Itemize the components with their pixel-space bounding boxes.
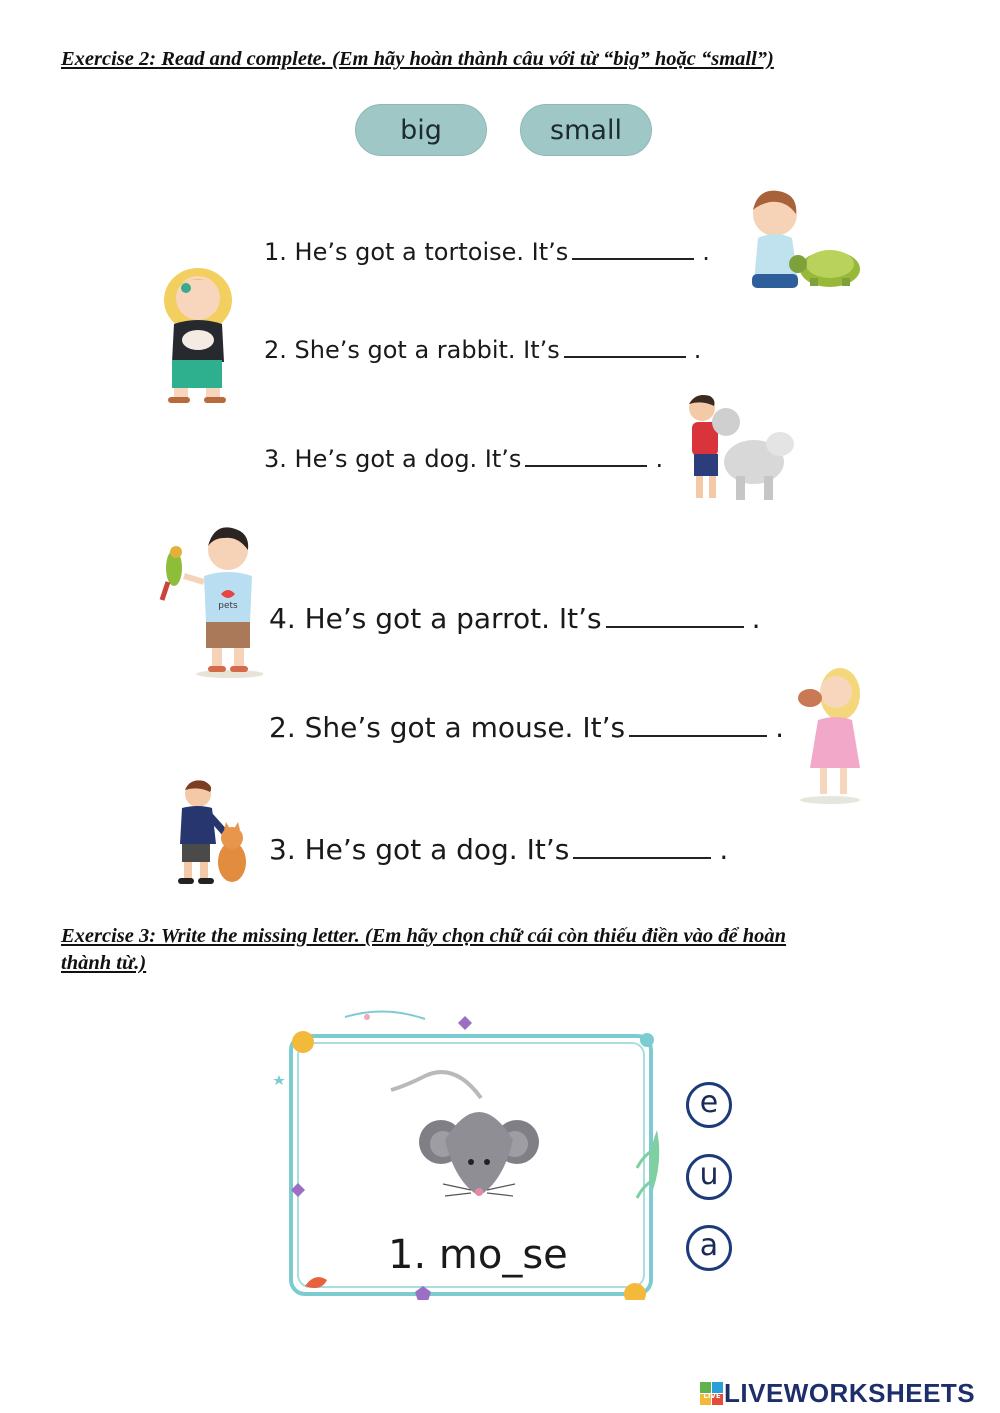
girl-with-mouse-illustration xyxy=(790,664,870,804)
word-chip-small[interactable]: small xyxy=(520,104,652,156)
answer-blank-2[interactable] xyxy=(564,355,686,358)
sentence-5-period: . xyxy=(775,711,784,744)
sentence-2 xyxy=(264,336,701,364)
boy-with-cat-illustration xyxy=(152,778,252,890)
sentence-6-text: 3. He’s got a dog. It’s xyxy=(269,833,570,866)
letter-option-a[interactable]: a xyxy=(686,1225,732,1271)
answer-blank-5[interactable] xyxy=(629,734,767,737)
sentence-1-period: . xyxy=(702,238,710,266)
boy-with-dog-illustration xyxy=(682,392,804,507)
sentence-4-text: 4. He’s got a parrot. It’s xyxy=(269,602,602,635)
logo-text: LIVEWORKSHEETS xyxy=(724,1378,976,1408)
sentence-4-period: . xyxy=(751,602,761,635)
letter-option-u[interactable]: u xyxy=(686,1154,732,1200)
sentence-3-text: 3. He’s got a dog. It’s xyxy=(264,445,522,473)
sentence-5-text: 2. She’s got a mouse. It’s xyxy=(269,711,626,744)
sentence-6-period: . xyxy=(719,833,729,866)
answer-blank-3[interactable] xyxy=(525,464,647,467)
sentence-4 xyxy=(269,602,761,635)
sentence-6 xyxy=(269,833,728,866)
sentence-3-period: . xyxy=(655,445,664,473)
exercise-2-title: Exercise 2: Read and complete. (Em hãy hoàn thành câu với từ “big” hoặc “small”) xyxy=(61,48,774,70)
girl-with-rabbit-illustration xyxy=(158,262,238,407)
liveworksheets-logo xyxy=(700,1378,975,1409)
svg-text:LIVE: LIVE xyxy=(703,1391,721,1400)
parrot-shirt-text: pets xyxy=(218,601,238,611)
exercise-3-title-line-2: thành từ.) xyxy=(61,952,147,974)
sentence-2-period: . xyxy=(693,336,702,364)
answer-blank-4[interactable] xyxy=(606,625,744,628)
answer-blank-1[interactable] xyxy=(572,257,694,260)
word-chip-big[interactable]: big xyxy=(355,104,487,156)
exercise-3-title-line-1: Exercise 3: Write the missing letter. (Em hãy chọn chữ cái còn thiếu điền vào để hoàn xyxy=(61,925,787,947)
sentence-1-text: 1. He’s got a tortoise. It’s xyxy=(264,238,569,266)
boy-with-parrot-illustration xyxy=(158,524,263,679)
mouse-illustration xyxy=(385,1062,545,1207)
boy-with-tortoise-illustration xyxy=(740,186,865,296)
sentence-1 xyxy=(264,238,710,266)
logo-badge-icon xyxy=(700,1382,724,1406)
sentence-5 xyxy=(269,711,784,744)
answer-blank-6[interactable] xyxy=(573,856,711,859)
sentence-3 xyxy=(264,445,663,473)
missing-letter-word: 1. mo_se xyxy=(388,1232,568,1278)
sentence-2-text: 2. She’s got a rabbit. It’s xyxy=(264,336,560,364)
letter-option-e[interactable]: e xyxy=(686,1082,732,1128)
